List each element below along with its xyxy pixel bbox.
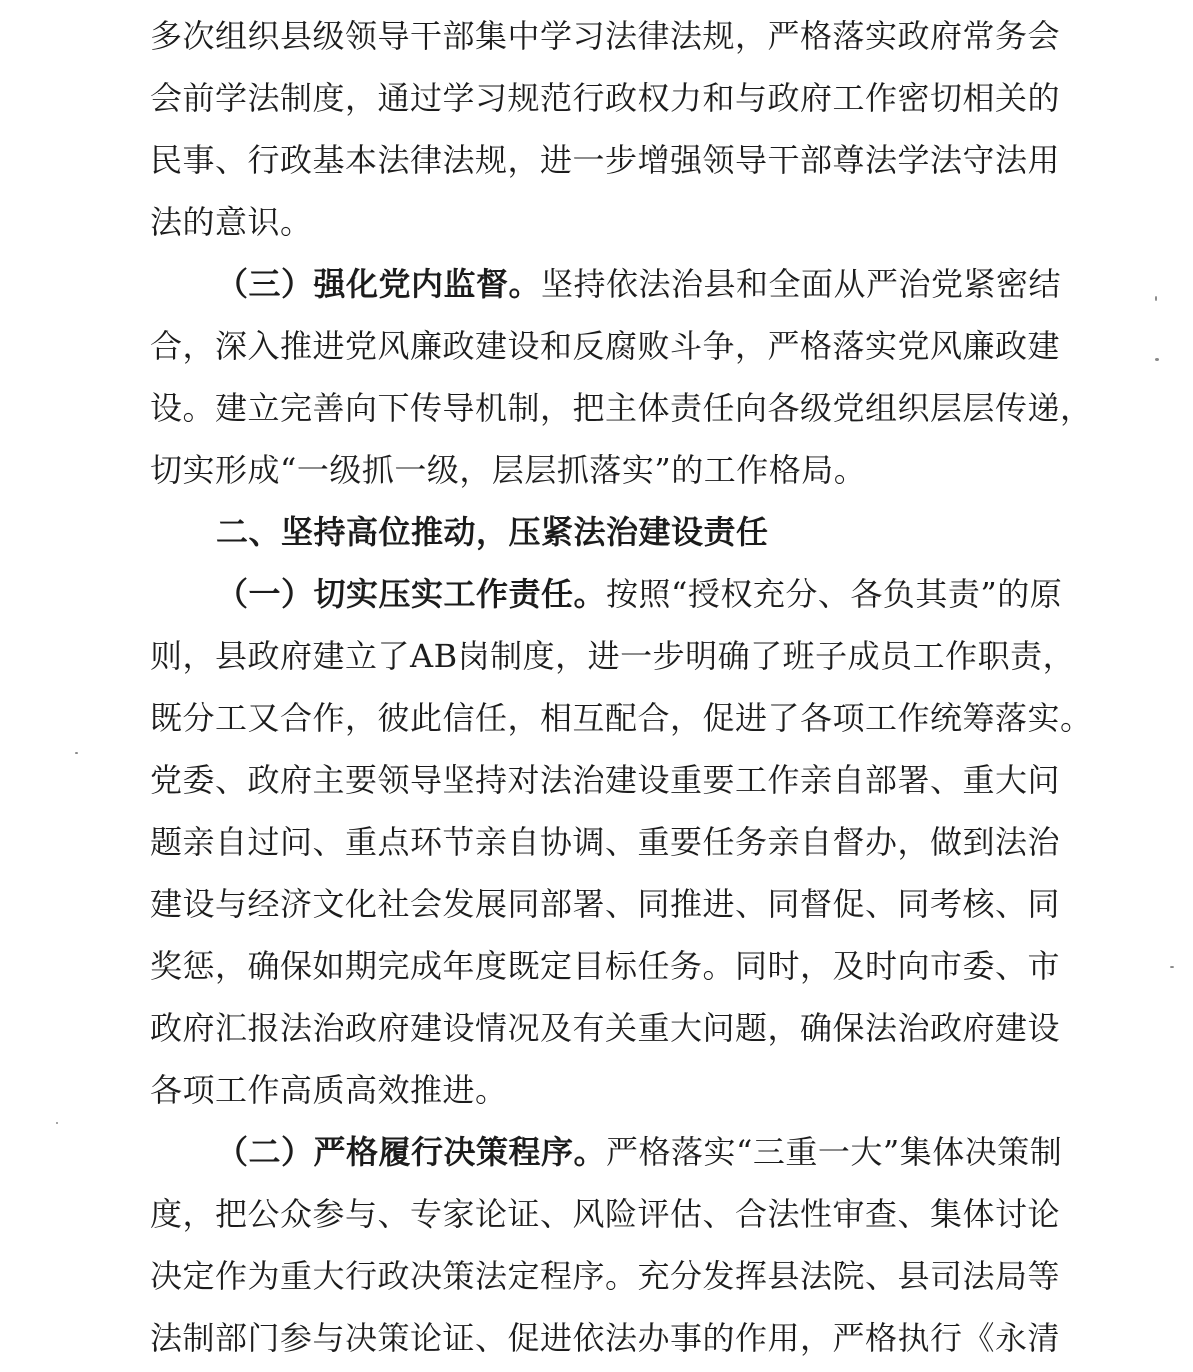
scan-speck [56,1122,58,1124]
text-line: 设。建立完善向下传导机制，把主体责任向各级党组织层层传递， [150,389,1093,427]
paragraph-study-law [150,5,1060,253]
paragraph-lead: （三）强化党内监督。 [216,265,542,303]
paragraph-decision-procedure [150,1121,1063,1369]
text-line: 合，深入推进党风廉政建设和反腐败斗争，严格落实党风廉政建 [150,327,1061,365]
document-body [150,0,1093,1369]
scan-speck [1155,358,1159,361]
paragraph-lead: （二）严格履行决策程序。 [216,1133,607,1171]
text-line: 决定作为重大行政决策法定程序。充分发挥县法院、县司法局等 [150,1257,1061,1295]
text-line: 奖惩，确保如期完成年度既定目标任务。同时，及时向市委、市 [150,947,1061,985]
text-line: 党委、政府主要领导坚持对法治建设重要工作亲自部署、重大问 [150,761,1061,799]
paragraph-lead: （一）切实压实工作责任。 [216,575,607,613]
scan-speck [1170,966,1174,968]
text-line: 度，把公众参与、专家论证、风险评估、合法性审查、集体讨论 [150,1195,1061,1233]
text-line: 法的意识。 [150,203,313,241]
section-heading: 二、坚持高位推动，压紧法治建设责任 [216,513,769,551]
scan-speck [1155,296,1157,301]
text-line: 政府汇报法治政府建设情况及有关重大问题，确保法治政府建设 [150,1009,1061,1047]
text-line: 各项工作高质高效推进。 [150,1071,508,1109]
text-line: 会前学法制度，通过学习规范行政权力和与政府工作密切相关的 [150,79,1061,117]
text-line: 则，县政府建立了AB岗制度，进一步明确了班子成员工作职责， [150,637,1076,675]
scan-speck [75,752,78,754]
text-line: （二）严格履行决策程序。严格落实“三重一大”集体决策制 [216,1133,1063,1171]
text-line: 题亲自过问、重点环节亲自协调、重要任务亲自督办，做到法治 [150,823,1061,861]
text-line: （一）切实压实工作责任。按照“授权充分、各负其责”的原 [216,575,1063,613]
text-line: 切实形成“一级抓一级，层层抓落实”的工作格局。 [150,451,867,489]
text-line: 民事、行政基本法律法规，进一步增强领导干部尊法学法守法用 [150,141,1061,179]
paragraph-work-responsibility [150,563,1093,1121]
text-line: 既分工又合作，彼此信任，相互配合，促进了各项工作统筹落实。 [150,699,1093,737]
text-line: 多次组织县级领导干部集中学习法律法规，严格落实政府常务会 [150,17,1061,55]
text-line: （三）强化党内监督。坚持依法治县和全面从严治党紧密结 [216,265,1062,303]
paragraph-party-supervision [150,253,1093,501]
text-line: 法制部门参与决策论证、促进依法办事的作用，严格执行《永清 [150,1319,1061,1357]
text-line: 建设与经济文化社会发展同部署、同推进、同督促、同考核、同 [150,885,1061,923]
